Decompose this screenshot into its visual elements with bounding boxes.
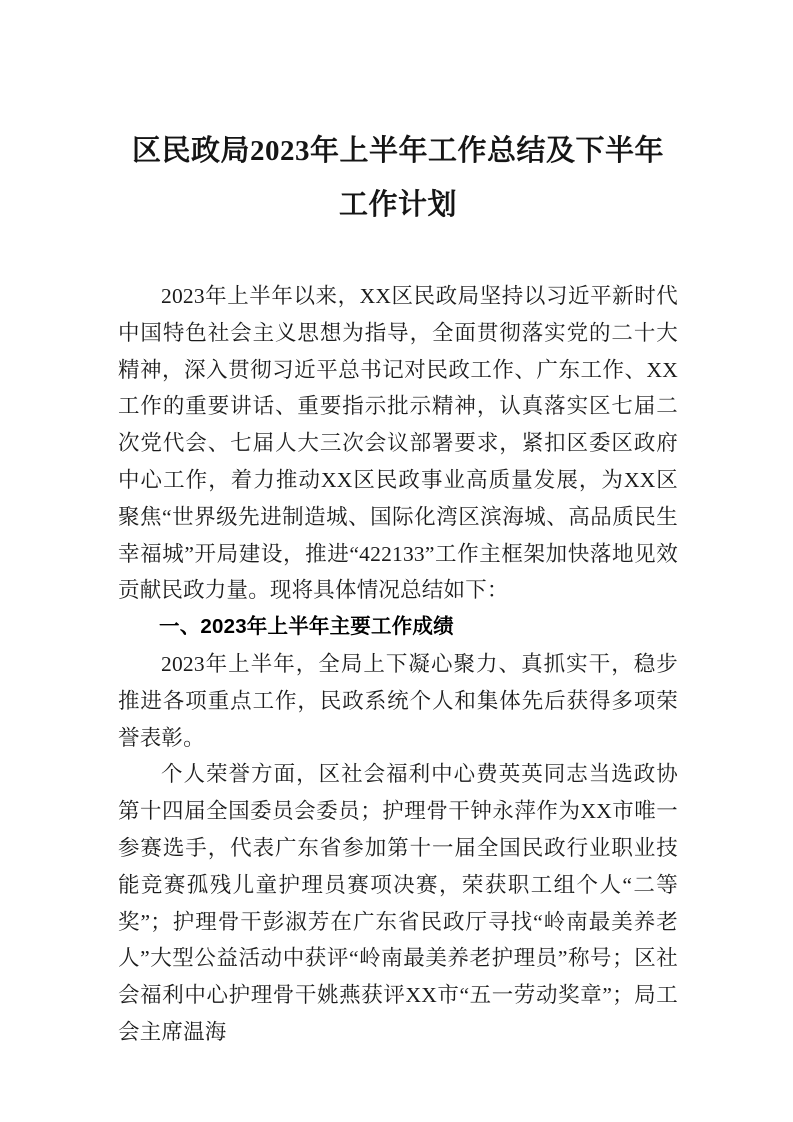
page-title-line-1: 区民政局2023年上半年工作总结及下半年 <box>131 135 664 167</box>
page-title <box>118 0 678 232</box>
paragraph-intro: 2023年上半年以来，XX区民政局坚持以习近平新时代中国特色社会主义思想为指导，全面贯彻落实党的二十大精神，深入贯彻习近平总书记对民政工作、广东工作、XX工作的重要讲话、重要指示批示精神，认真落实区七届二次党代会、七届人大三次会议部署要求，紧扣区委区政府中心工作，着力推动XX区民政事业高质量发展，为XX区聚焦“世界级先进制造城、国际化湾区滨海城、高品质民生幸福城”开局建设，推进“422133”工作主框架加快落地见效贡献民政力量。现将具体情况总结如下： <box>118 284 678 603</box>
paragraph-achievements-overview: 2023年上半年，全局上下凝心聚力、真抓实干，稳步推进各项重点工作，民政系统个人和集体先后获得多项荣誉表彰。 <box>118 651 678 750</box>
page-title-line-2: 工作计划 <box>338 189 457 221</box>
section-heading-1: 一、2023年上半年主要工作成绩 <box>159 615 454 639</box>
paragraph-individual-honors: 个人荣誉方面，区社会福利中心费英英同志当选政协第十四届全国委员会委员；护理骨干钟永萍作为XX市唯一参赛选手，代表广东省参加第十一届全国民政行业职业技能竞赛孤残儿童护理员赛项决赛，荣获职工组个人“二等奖”；护理骨干彭淑芳在广东省民政厅寻找“岭南最美养老人”大型公益活动中获评“岭南最美养老护理员”称号；区社会福利中心护理骨干姚燕获评XX市“五一劳动奖章”；局工会主席温海 <box>118 762 678 1044</box>
document-content-column <box>118 0 678 1051</box>
